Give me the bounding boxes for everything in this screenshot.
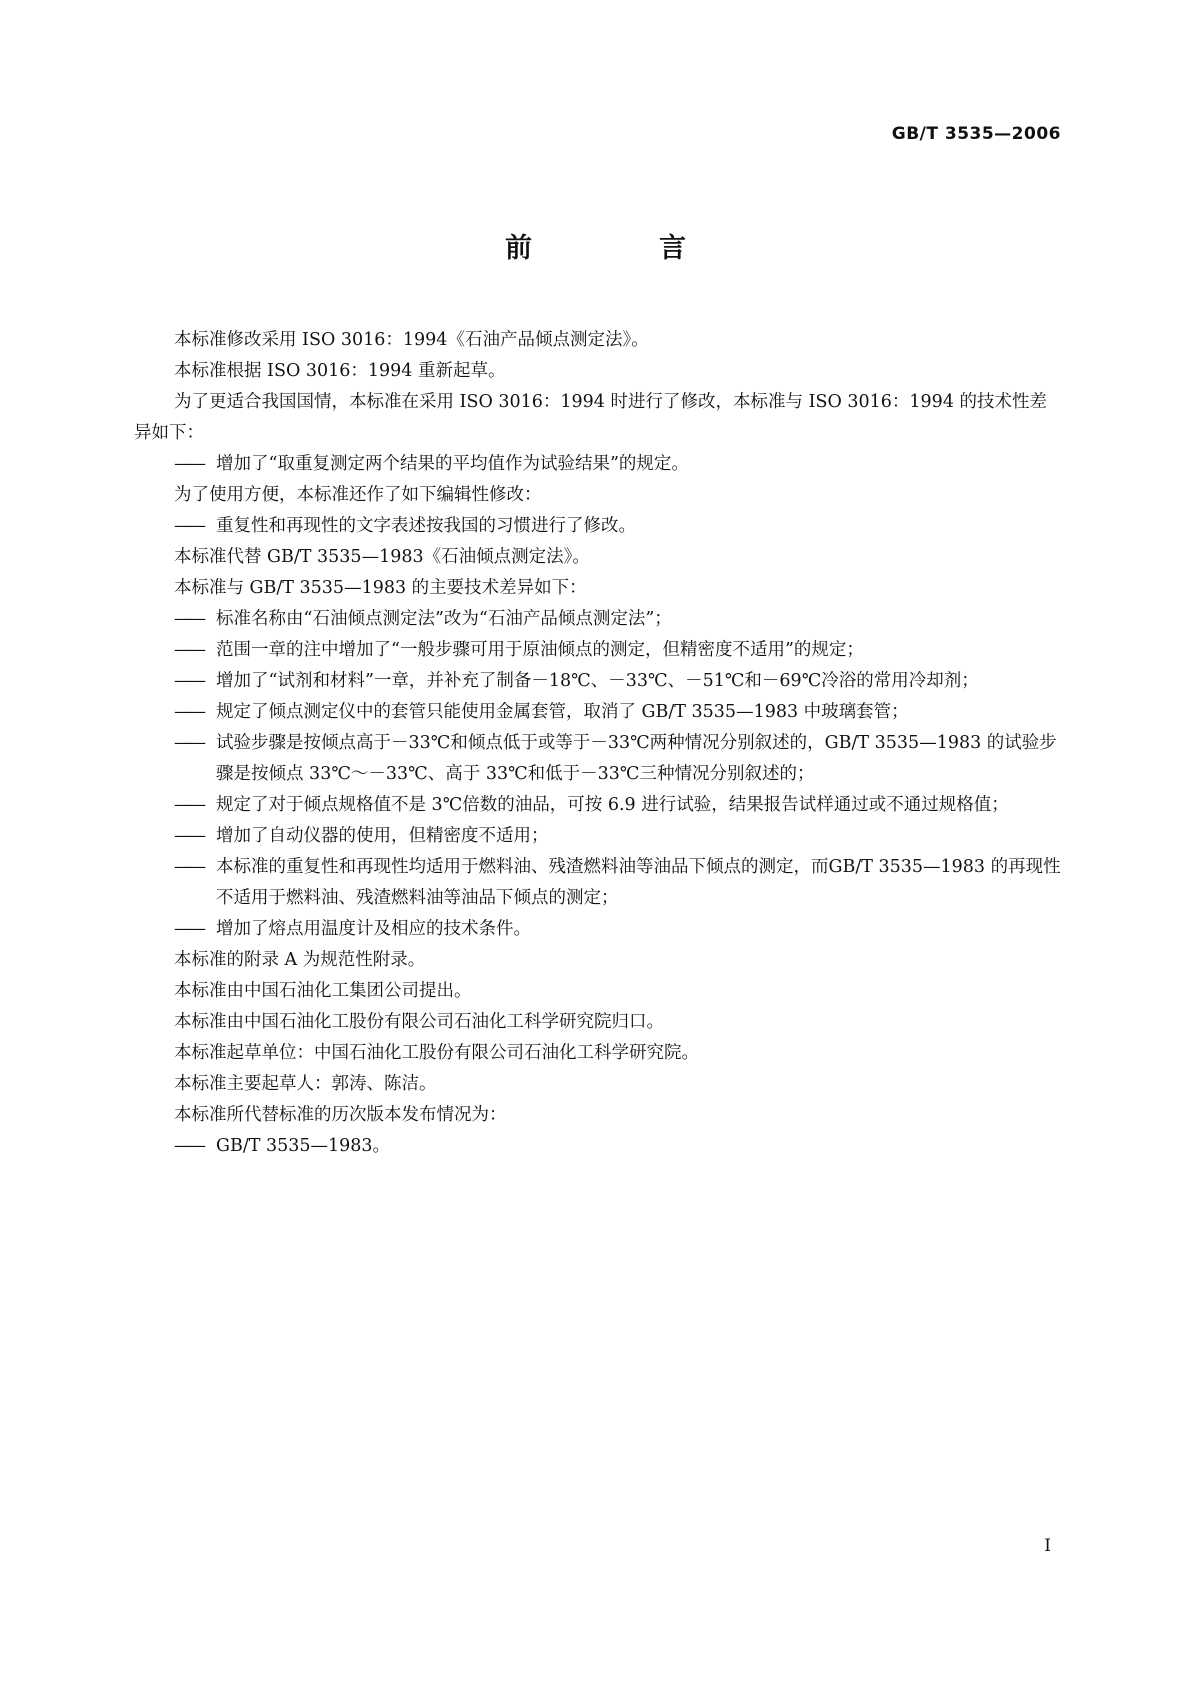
foreword-body — [134, 325, 1064, 1162]
dash-mark: —— — [174, 516, 203, 536]
list-item — [134, 511, 1064, 542]
standard-code: GB/T 3535—2006 — [891, 124, 1061, 144]
paragraph-drafters: 本标准主要起草人：郭涛、陈洁。 — [174, 1074, 437, 1094]
list-item — [134, 697, 1064, 728]
list-item-text: 增加了自动仪器的使用，但精密度不适用； — [216, 826, 549, 846]
list-item-text: 本标准的重复性和再现性均适用于燃料油、残渣燃料油等油品下倾点的测定，而GB/T 3535—1983 的再现性不适用于燃料油、残渣燃料油等油品下倾点的测定； — [216, 857, 1061, 908]
list-item — [134, 914, 1064, 945]
list-item-text: 增加了熔点用温度计及相应的技术条件。 — [216, 919, 531, 939]
dash-mark: —— — [174, 454, 203, 474]
dash-mark: —— — [174, 919, 203, 939]
dash-mark: —— — [174, 795, 203, 815]
list-item — [134, 604, 1064, 635]
dash-mark: —— — [174, 671, 203, 691]
list-item-text: 增加了“试剂和材料”一章，并补充了制备－18℃、－33℃、－51℃和－69℃冷浴的常用冷却剂； — [216, 671, 979, 691]
list-item-text: 范围一章的注中增加了“一般步骤可用于原油倾点的测定，但精密度不适用”的规定； — [216, 640, 864, 660]
list-item-text: 重复性和再现性的文字表述按我国的习惯进行了修改。 — [216, 516, 636, 536]
list-item-text: 试验步骤是按倾点高于－33℃和倾点低于或等于－33℃两种情况分别叙述的，GB/T 3535—1983 的试验步骤是按倾点 33℃～－33℃、高于 33℃和低于－33℃三种情况分别叙述的； — [216, 733, 1057, 784]
dash-mark: —— — [174, 733, 203, 753]
dash-mark: —— — [174, 640, 203, 660]
paragraph-annex: 本标准的附录 A 为规范性附录。 — [174, 950, 426, 970]
page-title: 前 言 — [505, 233, 736, 264]
list-item — [134, 821, 1064, 852]
list-item — [134, 666, 1064, 697]
paragraph-adoption: 本标准修改采用 ISO 3016：1994《石油产品倾点测定法》。 — [174, 330, 649, 350]
list-item-text: 标准名称由“石油倾点测定法”改为“石油产品倾点测定法”； — [216, 609, 672, 629]
paragraph-drafting-unit: 本标准起草单位：中国石油化工股份有限公司石油化工科学研究院。 — [174, 1043, 699, 1063]
paragraph-replaces: 本标准代替 GB/T 3535—1983《石油倾点测定法》。 — [174, 547, 590, 567]
list-item-text: GB/T 3535—1983。 — [216, 1136, 391, 1156]
list-item — [134, 635, 1064, 666]
paragraph-editorial: 为了使用方便，本标准还作了如下编辑性修改： — [174, 485, 542, 505]
list-item-text: 增加了“取重复测定两个结果的平均值作为试验结果”的规定。 — [216, 454, 689, 474]
list-item — [134, 1131, 1064, 1162]
dash-mark: —— — [174, 857, 203, 877]
paragraph-centralized-by: 本标准由中国石油化工股份有限公司石油化工科学研究院归口。 — [174, 1012, 664, 1032]
paragraph-history: 本标准所代替标准的历次版本发布情况为： — [174, 1105, 507, 1125]
list-item — [134, 852, 1064, 914]
dash-mark: —— — [174, 1136, 203, 1156]
list-item-text: 规定了倾点测定仪中的套管只能使用金属套管，取消了 GB/T 3535—1983 中玻璃套管； — [216, 702, 909, 722]
paragraph-redrafted: 本标准根据 ISO 3016：1994 重新起草。 — [174, 361, 506, 381]
list-item — [134, 449, 1064, 480]
dash-mark: —— — [174, 702, 203, 722]
paragraph-modification: 为了更适合我国国情，本标准在采用 ISO 3016：1994 时进行了修改，本标准与 ISO 3016：1994 的技术性差异如下： — [134, 392, 1048, 443]
list-item — [134, 790, 1064, 821]
list-item — [134, 728, 1064, 790]
dash-mark: —— — [174, 609, 203, 629]
list-item-text: 规定了对于倾点规格值不是 3℃倍数的油品，可按 6.9 进行试验，结果报告试样通过或不通过规格值； — [216, 795, 1009, 815]
page-number: I — [1044, 1536, 1051, 1556]
paragraph-differences-intro: 本标准与 GB/T 3535—1983 的主要技术差异如下： — [174, 578, 587, 598]
dash-mark: —— — [174, 826, 203, 846]
paragraph-proposed-by: 本标准由中国石油化工集团公司提出。 — [174, 981, 472, 1001]
